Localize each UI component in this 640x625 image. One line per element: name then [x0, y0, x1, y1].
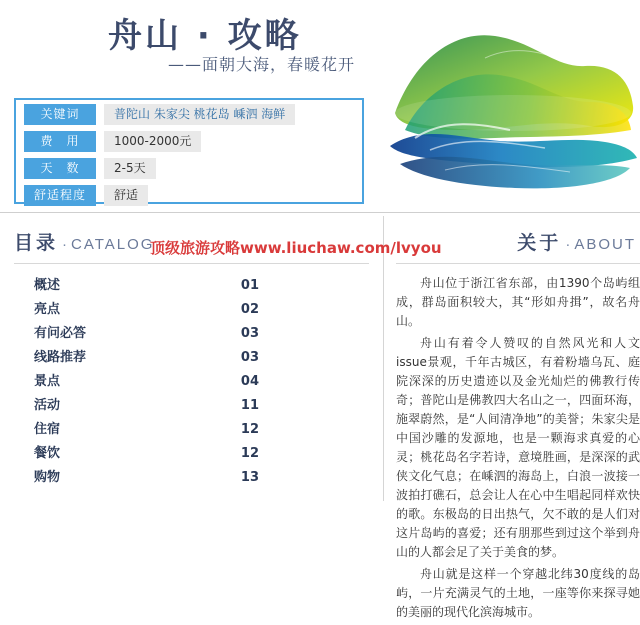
catalog-item-label: 景点 — [34, 374, 61, 389]
catalog-item-label: 住宿 — [34, 422, 61, 437]
catalog-item-page: 03 — [240, 350, 259, 365]
about-paragraph: 舟山位于浙江省东部，由1390个岛屿组成，群岛面积较大，其“形如舟揖”，故名舟山。 — [396, 276, 640, 328]
page-subtitle: ——面朝大海，春暖花开 — [168, 55, 356, 74]
about-rule — [396, 263, 640, 264]
catalog-item-label: 餐饮 — [34, 446, 61, 461]
summary-label-keywords: 关键词 — [24, 104, 96, 125]
about-section — [396, 228, 640, 625]
about-paragraph: 舟山就是这样一个穿越北纬30度线的岛屿，一片充满灵气的土地，一座等你来探寻她的美丽的现代化滨海城市。 — [396, 567, 640, 619]
watermark-text: 顶级旅游攻略www.liuchaw.com/lvyou — [150, 239, 442, 257]
catalog-item-label: 概述 — [34, 278, 61, 293]
catalog-item-page: 04 — [240, 374, 259, 389]
about-paragraph: 舟山有着令人赞叹的自然风光和人文issue景观，千年古城区，有着粉墙乌瓦、庭院深深的历史遗迹以及金光灿烂的佛教行传奇；普陀山是佛教四大名山之一，四面环海，施翠蔚然，是“人间清净地”的美誉；朱家尖是中国沙雕的发源地，也是一颗海求真爱的心灵；桃花岛名字若诗，意境胜画，是深深的武侠文化气息；在嵊泗的海岛上，白浪一波接一波拍打礁石，总会让人在心中生唱起同样欢快的歌。东极岛的日出热气，欠不敢的是人们对这片岛屿的喜爱；还有朋那些到过这个举到舟山的人都会足了关于美食的梦。 — [396, 336, 640, 559]
catalog-item-page: 02 — [240, 302, 259, 317]
header-divider — [0, 212, 640, 213]
catalog-item-page: 03 — [240, 326, 259, 341]
catalog-item-page: 12 — [240, 422, 259, 437]
catalog-title-en: CATALOG — [71, 236, 155, 253]
catalog-item[interactable] — [0, 394, 383, 418]
trip-summary-box — [14, 98, 364, 204]
summary-label-cost: 费 用 — [24, 131, 96, 152]
catalog-item[interactable] — [0, 418, 383, 442]
catalog-item-page: 13 — [240, 470, 259, 485]
catalog-title-cn: 目录 — [14, 232, 59, 254]
catalog-item-label: 线路推荐 — [34, 350, 87, 365]
summary-value-cost: 1000-2000元 — [104, 131, 201, 152]
catalog-rule — [14, 263, 369, 264]
catalog-dot: · — [62, 236, 68, 253]
summary-row — [16, 129, 362, 154]
summary-value-days: 2-5天 — [104, 158, 156, 179]
catalog-item[interactable] — [0, 274, 383, 298]
catalog-section — [0, 228, 383, 490]
catalog-item[interactable] — [0, 466, 383, 490]
catalog-item[interactable] — [0, 322, 383, 346]
about-title-en: ABOUT — [574, 236, 636, 253]
catalog-item-page: 12 — [240, 446, 259, 461]
page-title: 舟山 · 攻略 — [108, 16, 302, 56]
about-dot: · — [565, 236, 571, 253]
summary-value-comfort: 舒适 — [104, 185, 148, 206]
catalog-item-page: 01 — [240, 278, 259, 293]
about-title-cn: 关于 — [517, 232, 562, 254]
catalog-item-label: 购物 — [34, 470, 61, 485]
summary-row — [16, 183, 362, 208]
cover-artwork — [385, 18, 640, 198]
summary-label-days: 天 数 — [24, 158, 96, 179]
summary-value-keywords: 普陀山 朱家尖 桃花岛 嵊泗 海鲜 — [104, 104, 295, 125]
summary-row — [16, 156, 362, 181]
catalog-item-label: 活动 — [34, 398, 61, 413]
catalog-item[interactable] — [0, 298, 383, 322]
catalog-item-page: 11 — [240, 398, 259, 413]
catalog-item[interactable] — [0, 346, 383, 370]
summary-row — [16, 102, 362, 127]
page-header — [0, 0, 640, 212]
about-body — [396, 274, 640, 622]
catalog-list — [0, 274, 383, 490]
catalog-item-label: 亮点 — [34, 302, 61, 317]
catalog-item-label: 有问必答 — [34, 326, 87, 341]
summary-label-comfort: 舒适程度 — [24, 185, 96, 206]
column-divider — [383, 216, 384, 501]
catalog-item[interactable] — [0, 442, 383, 466]
catalog-item[interactable] — [0, 370, 383, 394]
